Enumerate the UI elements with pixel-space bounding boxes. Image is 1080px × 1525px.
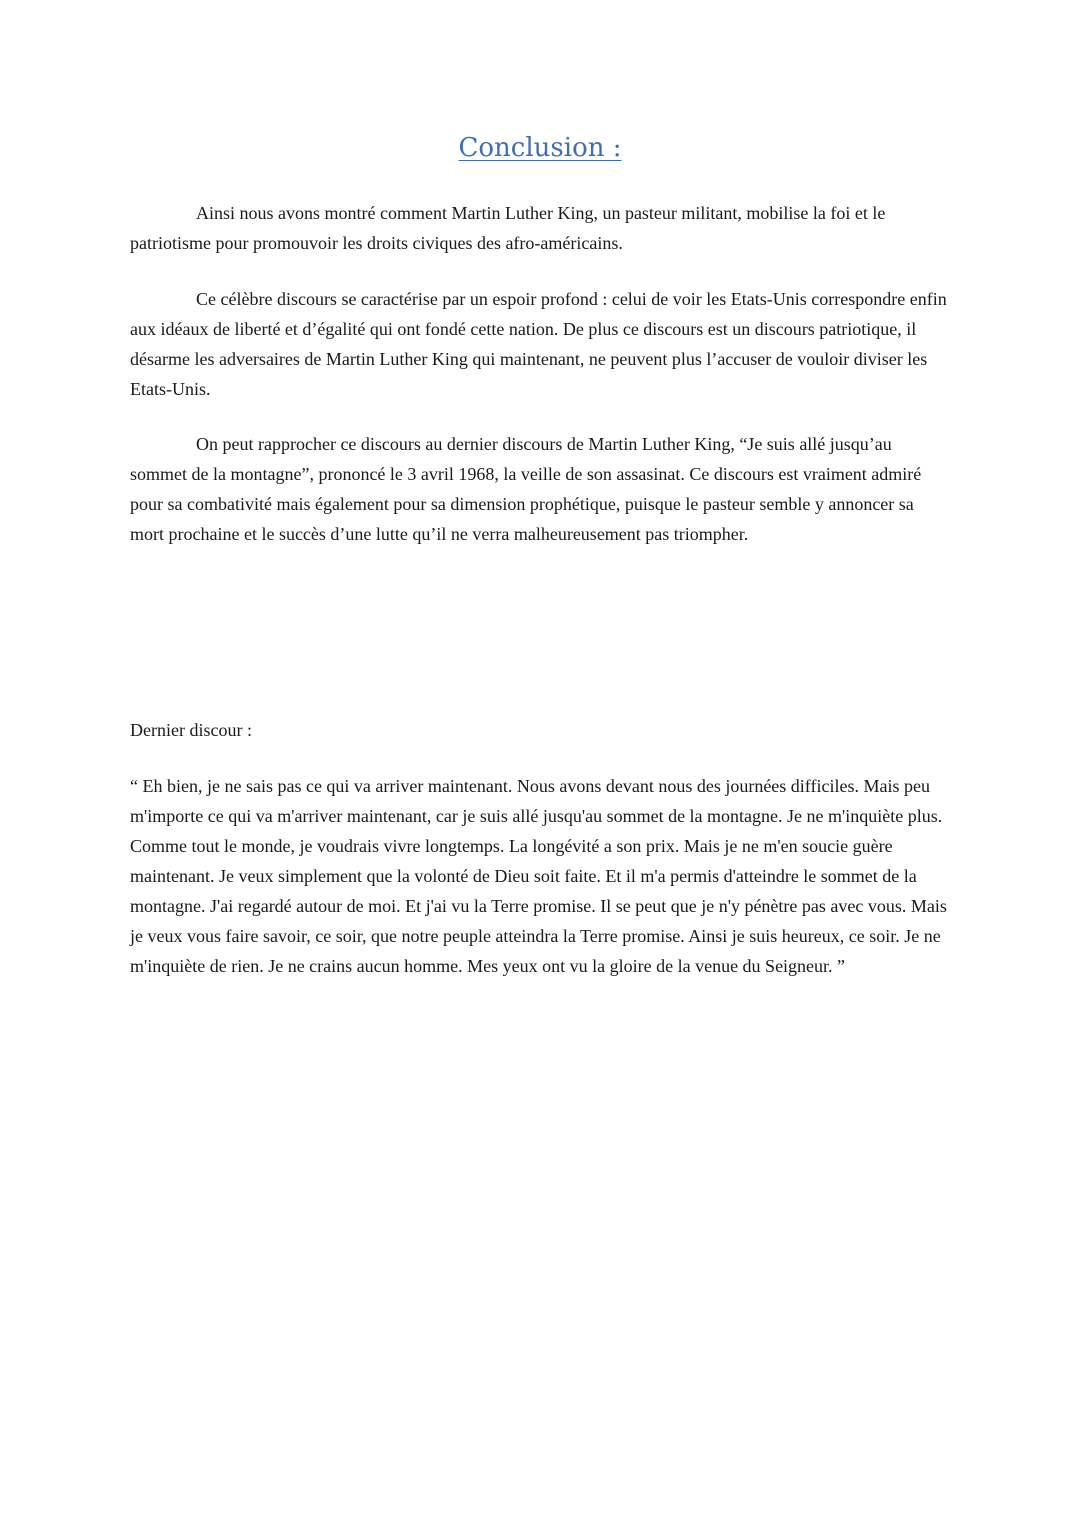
paragraph-summary: Ainsi nous avons montré comment Martin Luther King, un pasteur militant, mobilise la foi et le patriotisme pour promouvoir les droits civiques des afro-américains. xyxy=(130,203,886,253)
paragraph-hope: Ce célèbre discours se caractérise par un espoir profond : celui de voir les Etats-Unis correspondre enfin aux idéaux de liberté et d’égalité qui ont fondé cette nation. De plus ce discours est un discours patriotique, il désarme les adversaires de Martin Luther King qui maintenant, ne peuvent plus l’accuser de vouloir diviser les Etats-Unis. xyxy=(130,289,947,399)
section-label: Dernier discour : xyxy=(130,720,252,740)
paragraph-comparison: On peut rapprocher ce discours au dernier discours de Martin Luther King, “Je suis allé jusqu’au sommet de la montagne”, prononcé le 3 avril 1968, la veille de son assasinat. Ce discours est vraiment admiré pour sa combativité mais également pour sa dimension prophétique, puisque le pasteur semble y annoncer sa mort prochaine et le succès d’une lutte qu’il ne verra malheureusement pas triompher. xyxy=(130,434,922,544)
speech-quote: “ Eh bien, je ne sais pas ce qui va arriver maintenant. Nous avons devant nous des journées difficiles. Mais peu m'importe ce qui va m'arriver maintenant, car je suis allé jusqu'au sommet de la montagne. Je ne m'inquiète plus. Comme tout le monde, je voudrais vivre longtemps. La longévité a son prix. Mais je ne m'en soucie guère maintenant. Je veux simplement que la volonté de Dieu soit faite. Et il m'a permis d'atteindre le sommet de la montagne. J'ai regardé autour de moi. Et j'ai vu la Terre promise. Il se peut que je n'y pénètre pas avec vous. Mais je veux vous faire savoir, ce soir, que notre peuple atteindra la Terre promise. Ainsi je suis heureux, ce soir. Je ne m'inquiète de rien. Je ne crains aucun homme. Mes yeux ont vu la gloire de la venue du Seigneur. ” xyxy=(130,776,947,976)
page-title: Conclusion : xyxy=(458,133,622,163)
